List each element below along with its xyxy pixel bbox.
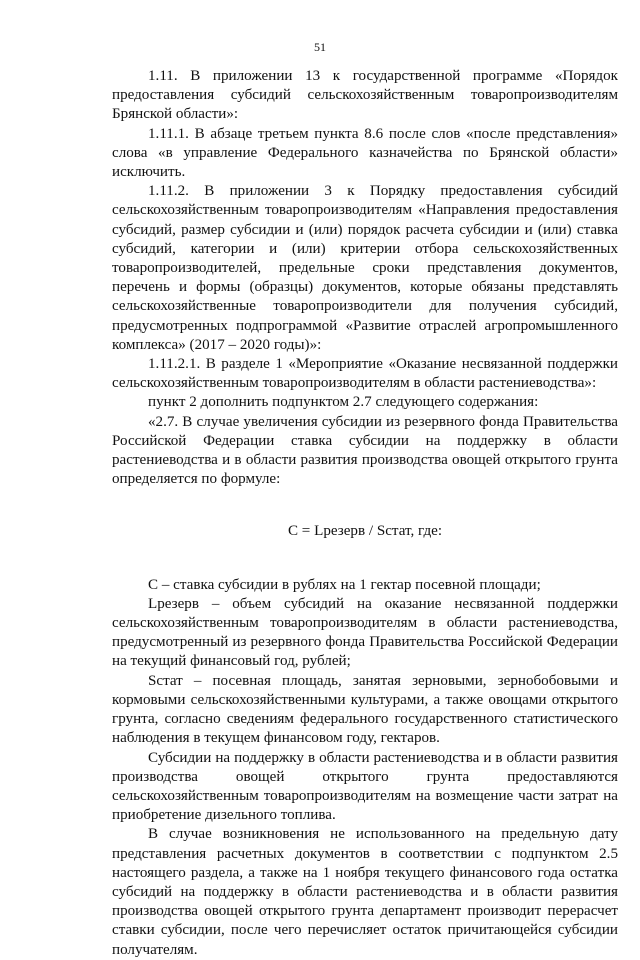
- paragraph-2-7: «2.7. В случае увеличения субсидии из резервного фонда Правительства Российской Федерации ставка субсидии на поддержку в области растениеводства и в области развития производства овощей открытого грунта определяется по формуле:: [112, 413, 618, 488]
- paragraph-1-11-2: 1.11.2. В приложении 3 к Порядку предоставления субсидий сельскохозяйственным товаропроизводителям «Направления предоставления субсидий, размер субсидии и (или) порядок расчета субсидии и (или) ставка субсидий, категории и (или) критерии отбора сельскохозяйственных товаропроизводителей, предельные сроки представления документов, перечень и формы (образцы) документов, которые обязаны представлять сельскохозяйственные товаропроизводители для получения субсидий, предусмотренных подпрограммой «Развитие отраслей агропромышленного комплекса» (2017 – 2020 годы)»:: [112, 183, 618, 353]
- paragraph-1-11: 1.11. В приложении 13 к государственной программе «Порядок предоставления субсидий сельскохозяйственным товаропроизводителям Брянской области»:: [112, 68, 618, 123]
- definition-s-stat: Sстат – посевная площадь, занятая зерновыми, зернобобовыми и кормовыми сельскохозяйственными культурами, а также овощами открытого грунта, согласно сведениям федерального государственного статистического наблюдения в текущем финансовом году, гектаров.: [112, 672, 618, 747]
- definition-c: C – ставка субсидии в рублях на 1 гектар посевной площади;: [148, 576, 541, 593]
- definition-l-reserve: Lрезерв – объем субсидий на оказание несвязанной поддержки сельскохозяйственным товаропроизводителям в области растениеводства, предусмотренный из резервного фонда Правительства Российской Федерации на текущий финансовый год, рублей;: [112, 595, 618, 670]
- paragraph-recalculation: В случае возникновения не использованного на предельную дату представления расчетных документов в соответствии с подпунктом 2.5 настоящего раздела, а также на 1 ноября текущего финансового года остатка субсидий на поддержку в области растениеводства и в области развития производства овощей открытого грунта департамент производит перерасчет ставки субсидии, после чего перечисляет остаток причитающейся субсидии получателям.: [112, 826, 618, 958]
- paragraph-item-2: пункт 2 дополнить подпунктом 2.7 следующего содержания:: [148, 394, 539, 411]
- formula: C = Lрезерв / Sстат, где:: [287, 523, 443, 540]
- paragraph-1-11-2-1: 1.11.2.1. В разделе 1 «Мероприятие «Оказание несвязанной поддержки сельскохозяйственным товаропроизводителям в области растениеводства»:: [112, 356, 618, 392]
- document-body: [112, 67, 618, 960]
- page-number: 51: [314, 40, 326, 54]
- paragraph-subsidies-purpose: Субсидии на поддержку в области растениеводства и в области развития производства овощей открытого грунта предоставляются сельскохозяйственным товаропроизводителям на возмещение части затрат на приобретение дизельного топлива.: [112, 749, 618, 824]
- paragraph-1-11-1: 1.11.1. В абзаце третьем пункта 8.6 после слов «после представления» слова «в управление Федерального казначейства по Брянской области» исключить.: [112, 125, 618, 181]
